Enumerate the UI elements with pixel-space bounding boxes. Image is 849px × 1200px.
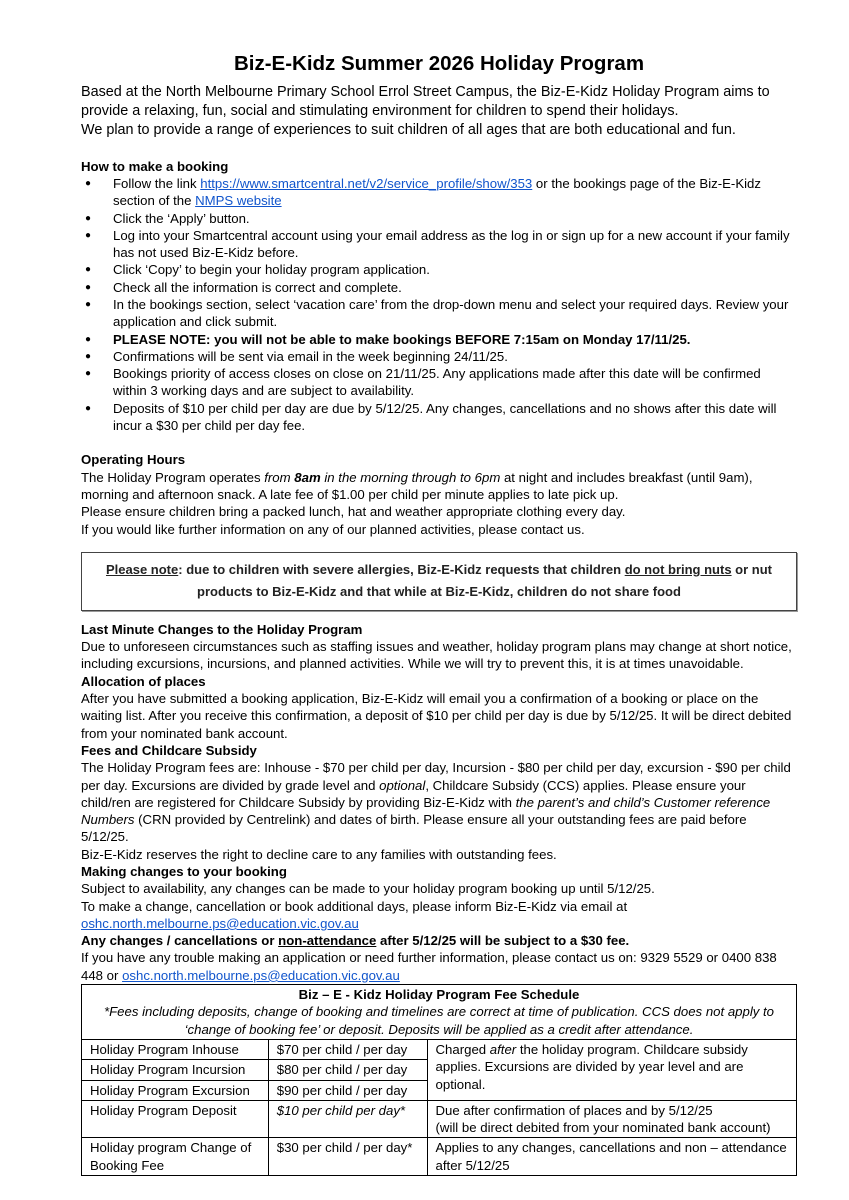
booking-steps-list	[81, 175, 797, 434]
bullet-icon: ●	[85, 368, 92, 380]
operating-hours-contact: If you would like further information on any of our planned activities, please contact us.	[81, 521, 585, 537]
fee-schedule-table	[81, 984, 797, 1176]
table-cell: Due after confirmation of places and by 5/12/25 (will be direct debited from your nominated bank account)	[427, 1100, 796, 1138]
document-content	[81, 52, 797, 1176]
bullet-icon: ●	[85, 264, 92, 276]
making-changes-heading: Making changes to your booking	[81, 864, 287, 879]
table-cell: Holiday Program Deposit	[82, 1100, 269, 1138]
making-changes-line-2: To make a change, cancellation or book additional days, please inform Biz-E-Kidz via email at	[81, 898, 628, 914]
nmps-website-link[interactable]: NMPS website	[195, 193, 282, 209]
list-item: ● Click the ‘Apply’ button.	[85, 210, 250, 226]
list-item: ● In the bookings section, select ‘vacation care’ from the drop-down menu and select your required days. Review your application and click submit.	[85, 296, 789, 330]
table-cell: Holiday Program Inhouse	[82, 1039, 269, 1059]
table-cell: $70 per child / per day	[268, 1039, 427, 1059]
list-item: ● Click ‘Copy’ to begin your holiday program application.	[85, 262, 430, 278]
table-cell: $10 per child per day*	[268, 1100, 427, 1138]
list-item: ● PLEASE NOTE: you will not be able to make bookings BEFORE 7:15am on Monday 17/11/25.	[85, 331, 691, 347]
intro-section	[81, 83, 797, 141]
bullet-icon: ●	[85, 298, 92, 310]
allergy-notice-box: Please note: due to children with severe allergies, Biz-E-Kidz requests that children do not bring nuts or nut products to Biz-E-Kidz and that while at Biz-E-Kidz, children do not share food	[81, 552, 797, 611]
operating-hours-lunch: Please ensure children bring a packed lunch, hat and weather appropriate clothing every day.	[81, 504, 626, 520]
last-minute-changes-section	[81, 621, 797, 673]
table-row	[82, 1039, 797, 1059]
fees-heading: Fees and Childcare Subsidy	[81, 742, 257, 758]
bullet-icon: ●	[85, 212, 92, 224]
table-cell: $90 per child / per day	[268, 1080, 427, 1100]
table-cell: Holiday Program Excursion	[82, 1080, 269, 1100]
allocation-heading: Allocation of places	[81, 673, 206, 689]
list-item: ● Bookings priority of access closes on close on 21/11/25. Any applications made after this date will be confirmed within 3 working days and are subject to availability.	[85, 366, 761, 399]
contact-text: If you have any trouble making an application or need further information, please contact us on: 9329 5529 or 0400 838 448 or oshc.north.melbourne.ps@education.vic.gov.au	[81, 950, 777, 983]
table-cell: $30 per child / per day*	[268, 1138, 427, 1176]
last-minute-changes-heading: Last Minute Changes to the Holiday Program	[81, 621, 363, 637]
fees-text: The Holiday Program fees are: Inhouse - $70 per child per day, Incursion - $80 per child per day, excursion - $90 per child per day. Excursions are divided by grade level and optional, Childcare Subsidy (CCS) applies. Please ensure your child/ren are registered for Childcare Subsidy by providing Biz-E-Kidz with the parent’s and child’s Customer reference Numbers (CRN provided by Centrelink) and dates of birth. Please ensure all your outstanding fees are paid before 5/12/25.	[81, 760, 791, 845]
booking-heading: How to make a booking	[81, 158, 229, 174]
booking-section	[81, 158, 797, 435]
table-cell: Holiday Program Incursion	[82, 1060, 269, 1080]
page-title: Biz-E-Kidz Summer 2026 Holiday Program	[233, 52, 645, 75]
list-item: ● Follow the link https://www.smartcentral.net/v2/service_profile/show/353 or the bookings page of the Biz-E-Kidz section of the NMPS website	[85, 175, 761, 209]
fee-schedule-title: Biz – E - Kidz Holiday Program Fee Schedule	[298, 987, 580, 1003]
fees-section	[81, 742, 797, 863]
list-item: ● Log into your Smartcentral account using your email address as the log in or sign up for a new account if your family has not used Biz-E-Kidz before.	[85, 227, 790, 261]
bullet-icon: ●	[85, 177, 92, 189]
list-item: ● Check all the information is correct and complete.	[85, 279, 402, 295]
oshc-email-link[interactable]: oshc.north.melbourne.ps@education.vic.gov.au	[81, 915, 359, 931]
intro-paragraph-1: Based at the North Melbourne Primary School Errol Street Campus, the Biz-E-Kidz Holiday Program aims to provide a relaxing, fun, social and stimulating environment for children to spend their holidays.	[81, 84, 770, 120]
bullet-icon: ●	[85, 229, 92, 241]
bullet-icon: ●	[85, 281, 92, 293]
list-item: ● Confirmations will be sent via email in the week beginning 24/11/25.	[85, 348, 508, 364]
program-fee-note-cell: Charged after the holiday program. Childcare subsidy applies. Excursions are divided by year level and are optional.	[427, 1039, 796, 1100]
operating-hours-text: The Holiday Program operates from 8am in the morning through to 6pm at night and includes breakfast (until 9am), morning and afternoon snack. A late fee of $1.00 per child per minute applies to late pick up.	[81, 469, 753, 502]
smartcentral-link[interactable]: https://www.smartcentral.net/v2/service_profile/show/353	[200, 175, 533, 191]
cancellation-fee-notice: Any changes / cancellations or non-attendance after 5/12/25 will be subject to a $30 fee.	[81, 933, 630, 949]
table-cell: Applies to any changes, cancellations and non – attendance after 5/12/25	[427, 1138, 796, 1176]
table-cell: Holiday program Change of Booking Fee	[82, 1138, 269, 1176]
oshc-email-link-2[interactable]: oshc.north.melbourne.ps@education.vic.gov.au	[122, 967, 400, 983]
making-changes-section	[81, 863, 797, 984]
operating-hours-section	[81, 451, 797, 537]
allocation-section	[81, 673, 797, 742]
table-row	[82, 985, 797, 1040]
table-row	[82, 1100, 797, 1138]
allocation-text: After you have submitted a booking application, Biz-E-Kidz will email you a confirmation of a booking or place on the waiting list. After you receive this confirmation, a deposit of $10 per child per day is due by 5/12/25. It will be direct debited from your nominated bank account.	[81, 691, 792, 741]
table-row	[82, 1138, 797, 1176]
making-changes-line-1: Subject to availability, any changes can be made to your holiday program booking up until 5/12/25.	[81, 881, 655, 897]
table-caption-cell	[82, 985, 797, 1040]
intro-paragraph-2: We plan to provide a range of experiences to suit children of all ages that are both educational and fun.	[81, 122, 736, 139]
bullet-icon: ●	[85, 333, 92, 345]
table-cell: $80 per child / per day	[268, 1060, 427, 1080]
last-minute-changes-text: Due to unforeseen circumstances such as staffing issues and weather, holiday program plans may change at short notice, including excursions, incursions, and planned activities. While we will try to prevent this, it is at times unavoidable.	[81, 639, 792, 672]
list-item: ● Deposits of $10 per child per day are due by 5/12/25. Any changes, cancellations and no shows after this date will incur a $30 per child per day fee.	[85, 400, 777, 434]
bullet-icon: ●	[85, 402, 92, 414]
fee-schedule-note: *Fees including deposits, change of booking and timelines are correct at time of publication. CCS does not apply to ‘change of booking fee’ or deposit. Deposits will be applied as a credit after attendance.	[103, 1004, 775, 1037]
fees-outstanding-text: Biz-E-Kidz reserves the right to decline care to any families with outstanding fees.	[81, 846, 557, 862]
bullet-icon: ●	[85, 350, 92, 362]
operating-hours-heading: Operating Hours	[81, 452, 186, 468]
